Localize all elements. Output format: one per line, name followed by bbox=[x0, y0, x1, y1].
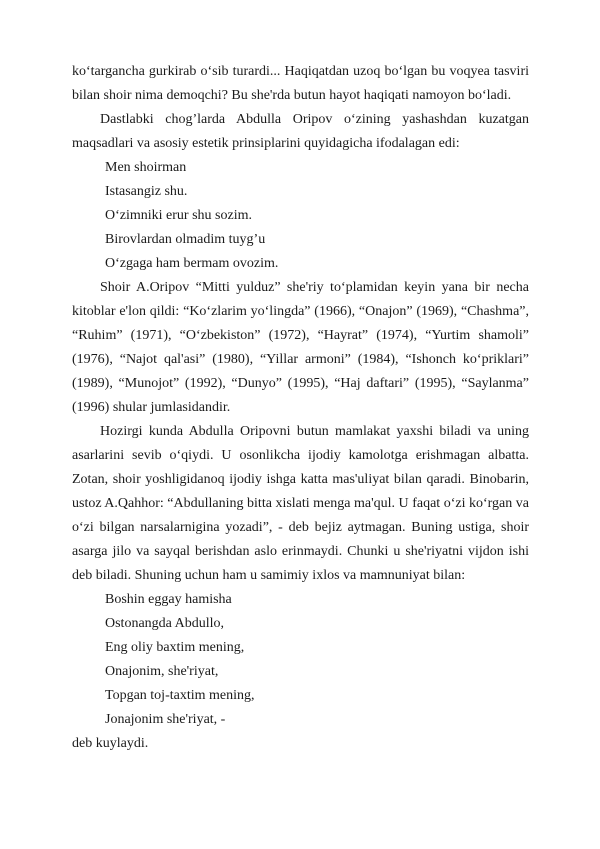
verse-line: Eng oliy baxtim mening, bbox=[105, 640, 245, 655]
verse-men-shoirman bbox=[72, 156, 529, 276]
paragraph-intro: ko‘targancha gurkirab o‘sib turardi... Haqiqatdan uzoq bo‘lgan bu voqyea tasviri bilan shoir nima demoqchi? Bu she'rda butun hayot haqiqati namoyon bo‘ladi. bbox=[72, 64, 529, 103]
verse-line: Birovlardan olmadim tuyg’u bbox=[105, 232, 266, 247]
verse-line: O‘zgaga ham bermam ovozim. bbox=[105, 256, 279, 271]
verse-line: Topgan toj-taxtim mening, bbox=[105, 688, 255, 703]
paragraph-principles: Dastlabki chog’larda Abdulla Oripov o‘zining yashashdan kuzatgan maqsadlari va asosiy estetik prinsiplarini quyidagicha ifodalagan edi: bbox=[72, 112, 529, 151]
verse-boshin-eggay bbox=[72, 588, 529, 732]
verse-line: Men shoirman bbox=[105, 160, 187, 175]
verse-line: Boshin eggay hamisha bbox=[105, 592, 232, 607]
paragraph-books: Shoir A.Oripov “Mitti yulduz” she'riy to‘plamidan keyin yana bir necha kitoblar e'lon qildi: “Ko‘zlarim yo‘lingda” (1966), “Onajon” (1969), “Chashma”, “Ruhim” (1971), “O‘zbekiston” (1972), “Hayrat” (1974), “Yurtim shamoli” (1976), “Najot qal'asi” (1980), “Yillar armoni” (1984), “Ishonch ko‘priklari” (1989), “Munojot” (1992), “Dunyo” (1995), “Haj daftari” (1995), “Saylanma” (1996) shular jumlasidandir. bbox=[72, 280, 529, 415]
verse-line: Jonajonim she'riyat, - bbox=[105, 712, 226, 727]
verse-line: Istasangiz shu. bbox=[105, 184, 188, 199]
verse-line: Onajonim, she'riyat, bbox=[105, 664, 219, 679]
verse-line: O‘zimniki erur shu sozim. bbox=[105, 208, 252, 223]
page-body bbox=[72, 60, 529, 756]
verse-line: Ostonangda Abdullo, bbox=[105, 616, 224, 631]
closing-line: deb kuylaydi. bbox=[72, 736, 149, 751]
paragraph-present-day: Hozirgi kunda Abdulla Oripovni butun mamlakat yaxshi biladi va uning asarlarini sevib o‘qiydi. U osonlikcha ijodiy kamolotga erishmagan albatta. Zotan, shoir yoshligidanoq ijodiy ishga katta mas'uliyat bilan qaradi. Binobarin, ustoz A.Qahhor: “Abdullaning bitta xislati menga ma'qul. U faqat o‘zi ko‘rgan va o‘zi bilgan narsalarnigina yozadi”, - deb bejiz aytmagan. Buning ustiga, shoir asarga jilo va sayqal berishdan aslo erinmaydi. Chunki u she'riyatni vijdon ishi deb biladi. Shuning uchun ham u samimiy ixlos va mamnuniyat bilan: bbox=[72, 424, 529, 583]
